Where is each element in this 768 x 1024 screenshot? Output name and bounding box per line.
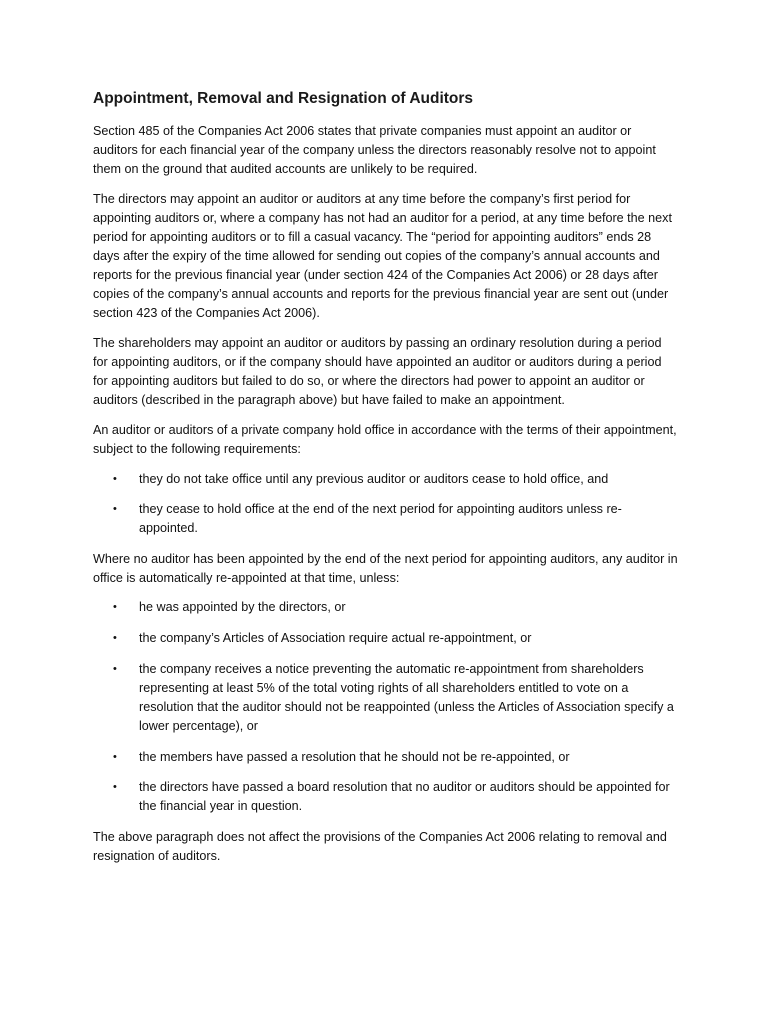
- bullet-icon: •: [113, 781, 117, 794]
- paragraph-directors-appoint: The directors may appoint an auditor or auditors at any time before the company’s first period for appointing auditors or, where a company has not had an auditor for a period, at any time before the next period for appointing auditors or to fill a casual vacancy. The “period for appointing auditors” ends 28 days after the expiry of the time allowed for sending out copies of the company’s annual accounts and reports for the previous financial year (under section 424 of the Companies Act 2006) or 28 days after copies of the company’s annual accounts and reports for the previous financial year are sent out (under section 423 of the Companies Act 2006).: [93, 191, 672, 321]
- paragraph-section-485: Section 485 of the Companies Act 2006 states that private companies must appoint an auditor or auditors for each financial year of the company unless the directors reasonably resolve not to appoint them on the ground that audited accounts are unlikely to be required.: [93, 124, 656, 177]
- list-item: [93, 500, 678, 538]
- exceptions-list: [93, 598, 678, 816]
- bullet-icon: •: [113, 472, 117, 485]
- paragraph-auto-reappointment: Where no auditor has been appointed by the end of the next period for appointing auditors, any auditor in office is automatically re-appointed at that time, unless:: [93, 551, 678, 585]
- bullet-icon: •: [113, 662, 117, 675]
- requirements-list: [93, 470, 678, 539]
- paragraph-removal-resignation: The above paragraph does not affect the provisions of the Companies Act 2006 relating to removal and resignation of auditors.: [93, 829, 667, 863]
- list-item-text: the company receives a notice preventing the automatic re-appointment from shareholders representing at least 5% of the total voting rights of all shareholders entitled to vote on a resolution that the auditor should not be reappointed (unless the Articles of Association specify a lower percentage), or: [139, 661, 674, 733]
- list-item: [93, 748, 678, 767]
- list-item: [93, 629, 678, 648]
- list-item-text: the directors have passed a board resolution that no auditor or auditors should be appointed for the financial year in question.: [139, 780, 670, 814]
- list-item-text: the company’s Articles of Association require actual re-appointment, or: [139, 631, 532, 646]
- bullet-icon: •: [113, 632, 117, 645]
- list-item-text: they cease to hold office at the end of the next period for appointing auditors unless re-appointed.: [139, 502, 622, 536]
- document-page: [93, 88, 678, 877]
- bullet-icon: •: [113, 601, 117, 614]
- list-item-text: he was appointed by the directors, or: [139, 600, 346, 615]
- list-item-text: they do not take office until any previous auditor or auditors cease to hold office, and: [139, 471, 609, 486]
- list-item: [93, 660, 678, 736]
- list-item: [93, 778, 678, 816]
- bullet-icon: •: [113, 503, 117, 516]
- list-item: [93, 598, 678, 617]
- list-item-text: the members have passed a resolution that he should not be re-appointed, or: [139, 749, 570, 764]
- list-item: [93, 470, 678, 489]
- bullet-icon: •: [113, 750, 117, 763]
- document-title: Appointment, Removal and Resignation of Auditors: [93, 90, 474, 107]
- paragraph-shareholders-appoint: The shareholders may appoint an auditor or auditors by passing an ordinary resolution during a period for appointing auditors, or if the company should have appointed an auditor or auditors during a period for appointing auditors but failed to do so, or where the directors had power to appoint an auditor or auditors (described in the paragraph above) but have failed to make an appointment.: [93, 335, 662, 408]
- paragraph-hold-office: An auditor or auditors of a private company hold office in accordance with the terms of their appointment, subject to the following requirements:: [93, 422, 677, 456]
